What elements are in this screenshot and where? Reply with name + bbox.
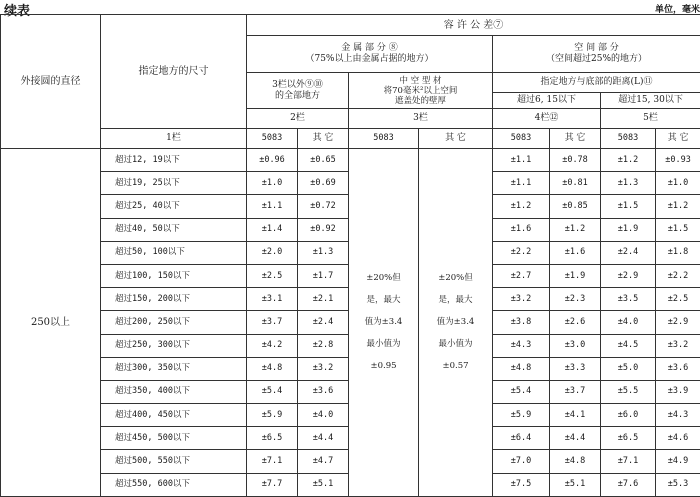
col5-5083-cell: ±4.5 [601,334,656,357]
header-alloy: 5083 [247,129,298,149]
col2-other-cell: ±1.3 [298,241,349,264]
col5-other-cell: ±3.2 [656,334,700,357]
hollow-line2: 将70毫米²以上空间 [349,86,492,96]
size-range-cell: 超过350, 400以下 [101,380,247,403]
col5-5083-cell: ±1.9 [601,218,656,241]
size-range-cell: 超过550, 600以下 [101,473,247,496]
col4-5083-cell: ±7.5 [493,473,550,496]
col5-other-cell: ±1.2 [656,195,700,218]
col4-other-cell: ±4.8 [550,450,601,473]
col2-5083-cell: ±1.4 [247,218,298,241]
col5-5083-cell: ±6.0 [601,404,656,427]
hollow-other-cell [419,149,493,497]
header-alloy: 5083 [493,129,550,149]
col5-5083-cell: ±5.0 [601,357,656,380]
col5-other-cell: ±2.9 [656,311,700,334]
tolerance-table [0,14,700,497]
size-range-cell: 超过25, 40以下 [101,195,247,218]
size-range-cell: 超过200, 250以下 [101,311,247,334]
col3-other-line2: 的全部地方 [247,91,348,102]
col2-5083-cell: ±1.0 [247,172,298,195]
space-part-title: 空 间 部 分 [493,43,700,54]
col5-5083-cell: ±7.6 [601,473,656,496]
col4-5083-cell: ±4.3 [493,334,550,357]
col2-other-cell: ±0.65 [298,149,349,172]
col4-other-cell: ±3.7 [550,380,601,403]
hollow-other-line: 最小值为 [419,333,492,355]
header-distance: 指定地方与底部的距离(L)⑪ [493,73,700,93]
header-other: 其 它 [550,129,601,149]
col2-other-cell: ±0.69 [298,172,349,195]
size-range-cell: 超过400, 450以下 [101,404,247,427]
col5-5083-cell: ±7.1 [601,450,656,473]
col4-5083-cell: ±1.2 [493,195,550,218]
col2-5083-cell: ±3.7 [247,311,298,334]
col5-other-cell: ±1.0 [656,172,700,195]
hollow-line3: 遮盖处的壁厚 [349,96,492,106]
diameter-value-cell: 250以上 [1,149,101,497]
col2-5083-cell: ±2.5 [247,264,298,287]
solid-part-title: 金 属 部 分 ⑧ [247,43,492,54]
header-other: 其 它 [656,129,700,149]
col4-other-cell: ±4.4 [550,427,601,450]
col5-other-cell: ±4.6 [656,427,700,450]
header-outer-diameter: 外接圆的直径 [1,15,101,149]
hollow-5083-cell [349,149,419,497]
col4-other-cell: ±0.78 [550,149,601,172]
col2-other-cell: ±3.2 [298,357,349,380]
col2-5083-cell: ±7.7 [247,473,298,496]
size-range-cell: 超过40, 50以下 [101,218,247,241]
col4-5083-cell: ±2.2 [493,241,550,264]
size-range-cell: 超过100, 150以下 [101,264,247,287]
col4-5083-cell: ±6.4 [493,427,550,450]
col4-5083-cell: ±3.2 [493,288,550,311]
col4-5083-cell: ±1.1 [493,172,550,195]
col5-other-cell: ±2.2 [656,264,700,287]
col2-other-cell: ±4.0 [298,404,349,427]
col4-other-cell: ±3.3 [550,357,601,380]
col2-5083-cell: ±5.4 [247,380,298,403]
col3-other-line1: 3栏以外⑨⑩ [247,80,348,91]
col2-other-cell: ±2.1 [298,288,349,311]
col4-other-cell: ±1.2 [550,218,601,241]
col4-other-cell: ±1.6 [550,241,601,264]
size-range-cell: 超过250, 300以下 [101,334,247,357]
col2-other-cell: ±3.6 [298,380,349,403]
header-col2: 2栏 [247,109,349,129]
col2-5083-cell: ±0.96 [247,149,298,172]
col4-other-cell: ±5.1 [550,473,601,496]
header-specified-size: 指定地方的尺寸 [101,15,247,129]
col2-other-cell: ±2.8 [298,334,349,357]
header-col5: 5栏 [601,109,700,129]
hollow-5083-line: 最小值为 [349,333,418,355]
header-hollow [349,73,493,109]
header-other: 其 它 [419,129,493,149]
col4-5083-cell: ±5.9 [493,404,550,427]
col4-other-cell: ±4.1 [550,404,601,427]
header-alloy: 5083 [349,129,419,149]
size-range-cell: 超过50, 100以下 [101,241,247,264]
header-col3-other [247,73,349,109]
hollow-5083-line: 值为±3.4 [349,311,418,333]
col5-other-cell: ±0.93 [656,149,700,172]
hollow-5083-line: 是，最大 [349,289,418,311]
col4-other-cell: ±2.6 [550,311,601,334]
col2-other-cell: ±2.4 [298,311,349,334]
col2-other-cell: ±4.4 [298,427,349,450]
size-range-cell: 超过450, 500以下 [101,427,247,450]
col4-5083-cell: ±7.0 [493,450,550,473]
col4-5083-cell: ±4.8 [493,357,550,380]
header-over15: 超过15, 30以下 [601,93,700,109]
space-part-note: （空间超过25%的地方） [493,54,700,65]
header-over6: 超过6, 15以下 [493,93,601,109]
col5-other-cell: ±5.3 [656,473,700,496]
col2-5083-cell: ±5.9 [247,404,298,427]
table-row [1,149,700,172]
header-solid-part [247,36,493,73]
header-col1: 1栏 [101,129,247,149]
col4-5083-cell: ±1.1 [493,149,550,172]
unit-label: 单位，毫米 [655,2,700,15]
col5-5083-cell: ±4.0 [601,311,656,334]
col2-other-cell: ±5.1 [298,473,349,496]
col4-other-cell: ±3.0 [550,334,601,357]
col2-5083-cell: ±4.2 [247,334,298,357]
col5-5083-cell: ±2.9 [601,264,656,287]
hollow-other-line: 值为±3.4 [419,311,492,333]
col5-other-cell: ±2.5 [656,288,700,311]
col5-5083-cell: ±2.4 [601,241,656,264]
col2-other-cell: ±1.7 [298,264,349,287]
col5-other-cell: ±3.9 [656,380,700,403]
hollow-other-line: 是，最大 [419,289,492,311]
header-alloy: 5083 [601,129,656,149]
col2-5083-cell: ±4.8 [247,357,298,380]
header-col4: 4栏⑫ [493,109,601,129]
col5-other-cell: ±4.3 [656,404,700,427]
col4-5083-cell: ±3.8 [493,311,550,334]
col4-other-cell: ±2.3 [550,288,601,311]
col2-5083-cell: ±7.1 [247,450,298,473]
col2-5083-cell: ±1.1 [247,195,298,218]
header-space-part [493,36,700,73]
col4-other-cell: ±0.81 [550,172,601,195]
size-range-cell: 超过12, 19以下 [101,149,247,172]
col5-5083-cell: ±1.2 [601,149,656,172]
size-range-cell: 超过150, 200以下 [101,288,247,311]
solid-part-note: （75%以上由金属占据的地方） [247,54,492,65]
col5-5083-cell: ±6.5 [601,427,656,450]
col4-other-cell: ±1.9 [550,264,601,287]
header-tolerance: 容 许 公 差⑦ [247,15,700,36]
col4-5083-cell: ±2.7 [493,264,550,287]
hollow-5083-line: ±0.95 [349,355,418,377]
col5-5083-cell: ±1.5 [601,195,656,218]
col4-other-cell: ±0.85 [550,195,601,218]
header-other: 其 它 [298,129,349,149]
col5-other-cell: ±1.5 [656,218,700,241]
hollow-line1: 中 空 型 材 [349,76,492,86]
col5-5083-cell: ±1.3 [601,172,656,195]
hollow-other-line: ±20%但 [419,267,492,289]
col4-5083-cell: ±1.6 [493,218,550,241]
col4-5083-cell: ±5.4 [493,380,550,403]
hollow-5083-line: ±20%但 [349,267,418,289]
col5-5083-cell: ±3.5 [601,288,656,311]
col5-other-cell: ±1.8 [656,241,700,264]
col2-5083-cell: ±2.0 [247,241,298,264]
col2-5083-cell: ±6.5 [247,427,298,450]
col5-5083-cell: ±5.5 [601,380,656,403]
col5-other-cell: ±4.9 [656,450,700,473]
col2-5083-cell: ±3.1 [247,288,298,311]
size-range-cell: 超过19, 25以下 [101,172,247,195]
size-range-cell: 超过300, 350以下 [101,357,247,380]
col5-other-cell: ±3.6 [656,357,700,380]
hollow-other-line: ±0.57 [419,355,492,377]
col2-other-cell: ±0.92 [298,218,349,241]
size-range-cell: 超过500, 550以下 [101,450,247,473]
col2-other-cell: ±0.72 [298,195,349,218]
page-title: 续表 [4,0,30,19]
header-col3: 3栏 [349,109,493,129]
col2-other-cell: ±4.7 [298,450,349,473]
